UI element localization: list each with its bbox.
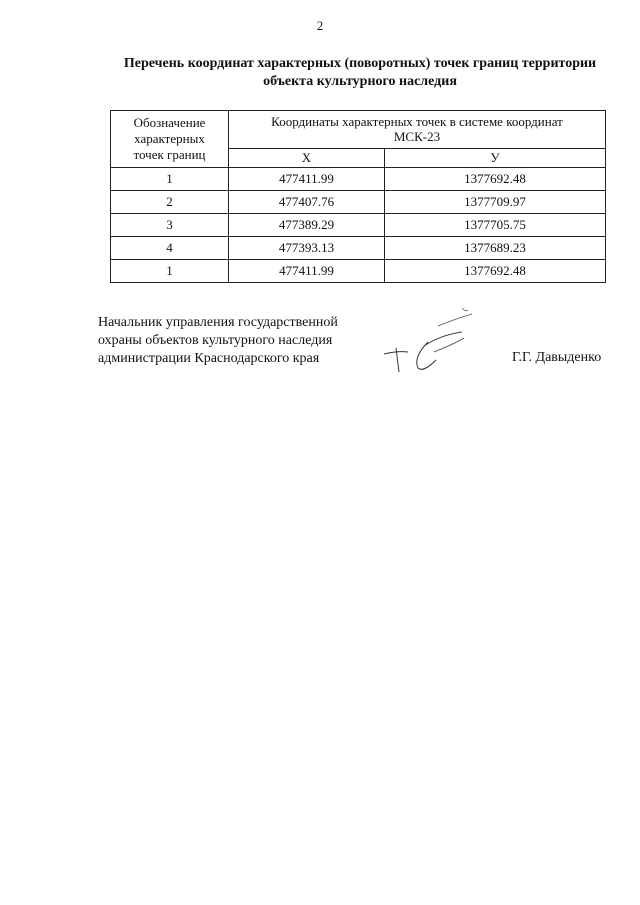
header-point-label-line-3: точек границ	[133, 147, 206, 162]
cell-x: 477411.99	[229, 260, 385, 283]
table-row	[111, 191, 606, 214]
table-row	[111, 168, 606, 191]
header-y: У	[385, 148, 606, 167]
table-row	[111, 237, 606, 260]
page-number: 2	[316, 18, 324, 33]
cell-x: 477393.13	[229, 237, 385, 260]
header-coordinates-line-1: Координаты характерных точек в системе координат	[271, 114, 563, 130]
cell-y: 1377709.97	[385, 191, 606, 214]
cell-point: 1	[111, 260, 229, 283]
signatory-position-line-3: администрации Краснодарского края	[98, 351, 320, 366]
header-x: X	[229, 148, 385, 167]
table-header-row	[111, 111, 606, 149]
cell-y: 1377705.75	[385, 214, 606, 237]
cell-x: 477411.99	[229, 168, 385, 191]
cell-x: 477407.76	[229, 191, 385, 214]
header-coordinates	[229, 111, 606, 149]
signatory-position	[98, 314, 338, 368]
cell-y: 1377692.48	[385, 260, 606, 283]
title-line-1: Перечень координат характерных (поворотных) точек границ территории	[123, 56, 597, 71]
cell-x: 477389.29	[229, 214, 385, 237]
cell-y: 1377689.23	[385, 237, 606, 260]
header-point-label-line-1: Обозначение	[133, 115, 206, 130]
header-point-label	[111, 111, 229, 168]
cell-point: 4	[111, 237, 229, 260]
handwritten-signature-icon	[378, 302, 488, 382]
coordinates-table	[110, 110, 606, 283]
cell-point: 1	[111, 168, 229, 191]
signatory-name: Г.Г. Давыденко	[512, 350, 602, 365]
document-title	[90, 55, 630, 91]
signatory-position-line-1: Начальник управления государственной	[98, 315, 338, 330]
table-row	[111, 214, 606, 237]
cell-point: 3	[111, 214, 229, 237]
cell-point: 2	[111, 191, 229, 214]
table-row	[111, 260, 606, 283]
header-coordinates-line-2: МСК-23	[393, 129, 441, 145]
title-line-2: объекта культурного наследия	[263, 74, 457, 89]
signatory-position-line-2: охраны объектов культурного наследия	[98, 333, 333, 348]
header-point-label-line-2: характерных	[134, 131, 205, 146]
cell-y: 1377692.48	[385, 168, 606, 191]
